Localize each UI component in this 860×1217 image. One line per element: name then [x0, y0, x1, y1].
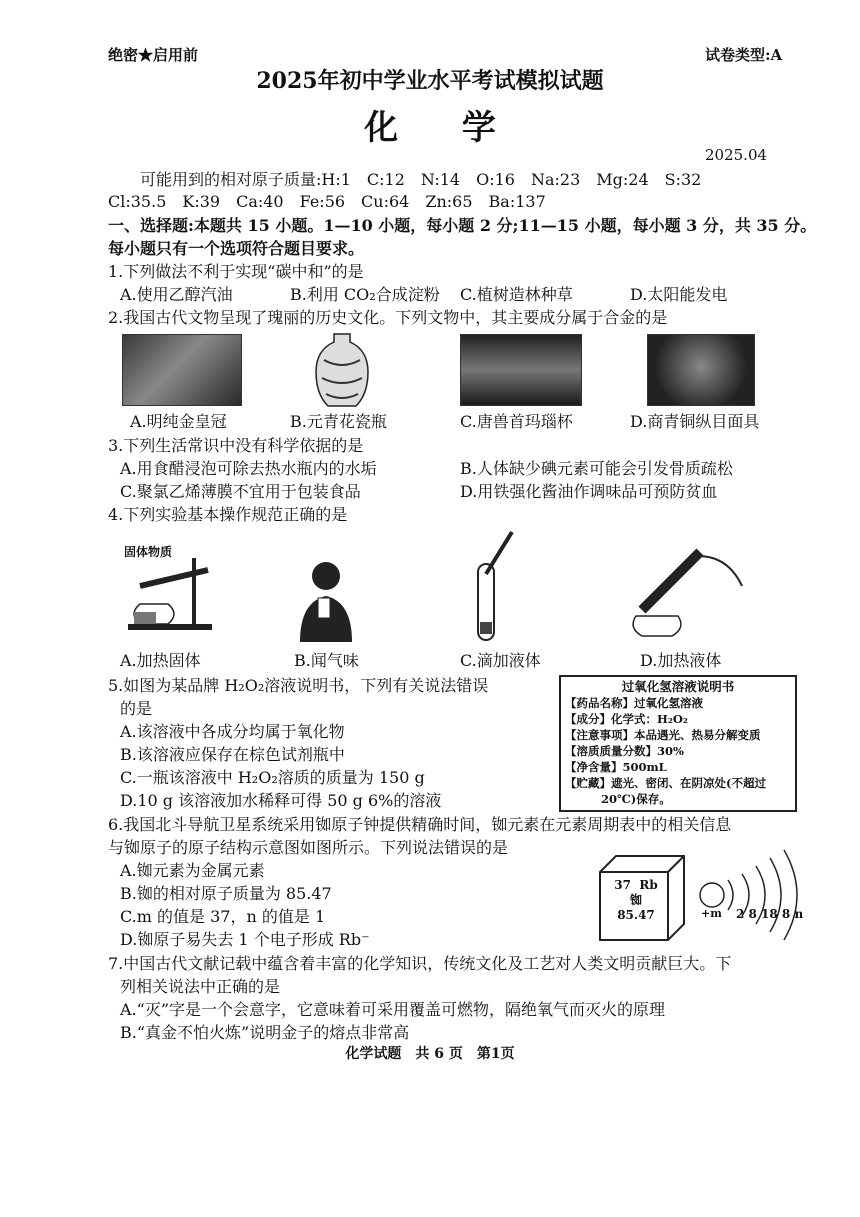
- label-row-volume: 【净含量】500mL: [565, 760, 667, 774]
- q4-stem: 4.下列实验基本操作规范正确的是: [108, 505, 348, 524]
- rb-symbol: Rb: [639, 878, 658, 892]
- q3-option-d: D.用铁强化酱油作调味品可预防贫血: [460, 482, 718, 501]
- q5-option-b: B.该溶液应保存在棕色试剂瓶中: [120, 745, 345, 764]
- label-row-storage-2: 20℃)保存。: [601, 792, 671, 806]
- q3-stem: 3.下列生活常识中没有科学依据的是: [108, 436, 364, 455]
- atomic-mass-line-2: Cl:35.5 K:39 Ca:40 Fe:56 Cu:64 Zn:65 Ba:137: [108, 192, 546, 211]
- label-title: 过氧化氢溶液说明书: [621, 679, 735, 694]
- page-footer: 化学试题 共 6 页 第1页: [345, 1046, 515, 1062]
- q1-stem: 1.下列做法不利于实现“碳中和”的是: [108, 262, 364, 281]
- q6-option-c: C.m 的值是 37，n 的值是 1: [120, 907, 326, 926]
- q2-stem: 2.我国古代文物呈现了瑰丽的历史文化。下列文物中，其主要成分属于合金的是: [108, 308, 668, 327]
- q2-option-a: A.明纯金皇冠: [130, 412, 227, 431]
- q7-option-b: B.“真金不怕火炼”说明金子的熔点非常高: [120, 1023, 410, 1042]
- q6-option-b: B.铷的相对原子质量为 85.47: [120, 884, 332, 903]
- q6-option-a: A.铷元素为金属元素: [120, 861, 265, 880]
- heating-liquid-figure: [628, 546, 748, 646]
- label-row-fraction: 【溶质质量分数】30%: [565, 744, 684, 758]
- dropping-liquid-figure: [464, 528, 524, 644]
- h2o2-instruction-label: [559, 675, 797, 812]
- q1-option-d: D.太阳能发电: [630, 285, 728, 304]
- q4-figure-label: 固体物质: [124, 545, 173, 559]
- q7-option-a: A.“灭”字是一个会意字，它意味着可采用覆盖可燃物，隔绝氧气而灭火的原理: [120, 1000, 666, 1019]
- bronze-mask-photo: [647, 334, 755, 406]
- q4-option-c: C.滴加液体: [460, 651, 541, 670]
- rb-cell-text: [604, 878, 668, 923]
- q2-option-b: B.元青花瓷瓶: [290, 412, 387, 431]
- section-heading-2: 每小题只有一个选项符合题目要求。: [108, 239, 365, 258]
- q2-option-d: D.商青铜纵目面具: [630, 412, 760, 431]
- paper-type: 试卷类型:A: [705, 46, 783, 64]
- atom-shells: 2 8 18 8 n: [736, 907, 804, 921]
- exam-title: 2025年初中学业水平考试模拟试题: [256, 68, 604, 94]
- atomic-mass-line-1: 可能用到的相对原子质量:H:1 C:12 N:14 O:16 Na:23 Mg:24 S:32: [140, 170, 702, 189]
- q2-option-c: C.唐兽首玛瑙杯: [460, 412, 573, 431]
- heating-solid-figure: [120, 556, 220, 644]
- q5-stem-2: 的是: [120, 699, 153, 718]
- atom-nucleus: +m: [701, 907, 722, 920]
- q1-option-c: C.植树造林种草: [460, 285, 573, 304]
- label-row-notice: 【注意事项】本品遇光、热易分解变质: [565, 728, 761, 742]
- q3-option-b: B.人体缺少碘元素可能会引发骨质疏松: [460, 459, 733, 478]
- rb-mass: 85.47: [617, 908, 655, 922]
- q6-stem-2: 与铷原子的原子结构示意图如图所示。下列说法错误的是: [108, 838, 509, 857]
- label-row-storage: 【贮藏】遮光、密闭、在阴凉处(不超过: [565, 776, 766, 790]
- confidential-mark: 绝密★启用前: [108, 46, 199, 64]
- smelling-figure: [290, 558, 362, 642]
- q5-option-a: A.该溶液中各成分均属于氧化物: [120, 722, 345, 741]
- q4-option-d: D.加热液体: [640, 651, 722, 670]
- q1-option-a: A.使用乙醇汽油: [120, 285, 233, 304]
- q3-option-a: A.用食醋浸泡可除去热水瓶内的水垢: [120, 459, 377, 478]
- agate-cup-photo: [460, 334, 582, 406]
- section-heading-1: 一、选择题:本题共 15 小题。1—10 小题，每小题 2 分;11—15 小题，每小题 3 分，共 35 分。: [108, 216, 817, 235]
- q5-stem-1: 5.如图为某品牌 H₂O₂溶液说明书，下列有关说法错误: [108, 676, 489, 695]
- exam-subject: 化 学: [364, 108, 522, 148]
- label-row-name: 【药品名称】过氧化氢溶液: [565, 696, 703, 710]
- q5-option-c: C.一瓶该溶液中 H₂O₂溶质的质量为 150 g: [120, 768, 425, 787]
- rb-name: 铷: [629, 893, 642, 907]
- q4-option-a: A.加热固体: [120, 651, 201, 670]
- q7-stem-1: 7.中国古代文献记载中蕴含着丰富的化学知识，传统文化及工艺对人类文明贡献巨大。下: [108, 954, 732, 973]
- q4-option-b: B.闻气味: [294, 651, 359, 670]
- rb-atom-structure: [694, 840, 804, 950]
- exam-date: 2025.04: [705, 146, 768, 164]
- gold-crown-photo: [122, 334, 242, 406]
- label-row-formula: 【成分】化学式：H₂O₂: [565, 712, 688, 726]
- q3-option-c: C.聚氯乙烯薄膜不宜用于包装食品: [120, 482, 361, 501]
- q5-option-d: D.10 g 该溶液加水稀释可得 50 g 6%的溶液: [120, 791, 442, 810]
- rb-atomic-number: 37: [614, 878, 631, 892]
- porcelain-vase-photo: [310, 330, 374, 408]
- q6-option-d: D.铷原子易失去 1 个电子形成 Rb⁻: [120, 930, 370, 949]
- q6-stem-1: 6.我国北斗导航卫星系统采用铷原子钟提供精确时间，铷元素在元素周期表中的相关信息: [108, 815, 732, 834]
- q1-option-b: B.利用 CO₂合成淀粉: [290, 285, 440, 304]
- q7-stem-2: 列相关说法中正确的是: [120, 977, 281, 996]
